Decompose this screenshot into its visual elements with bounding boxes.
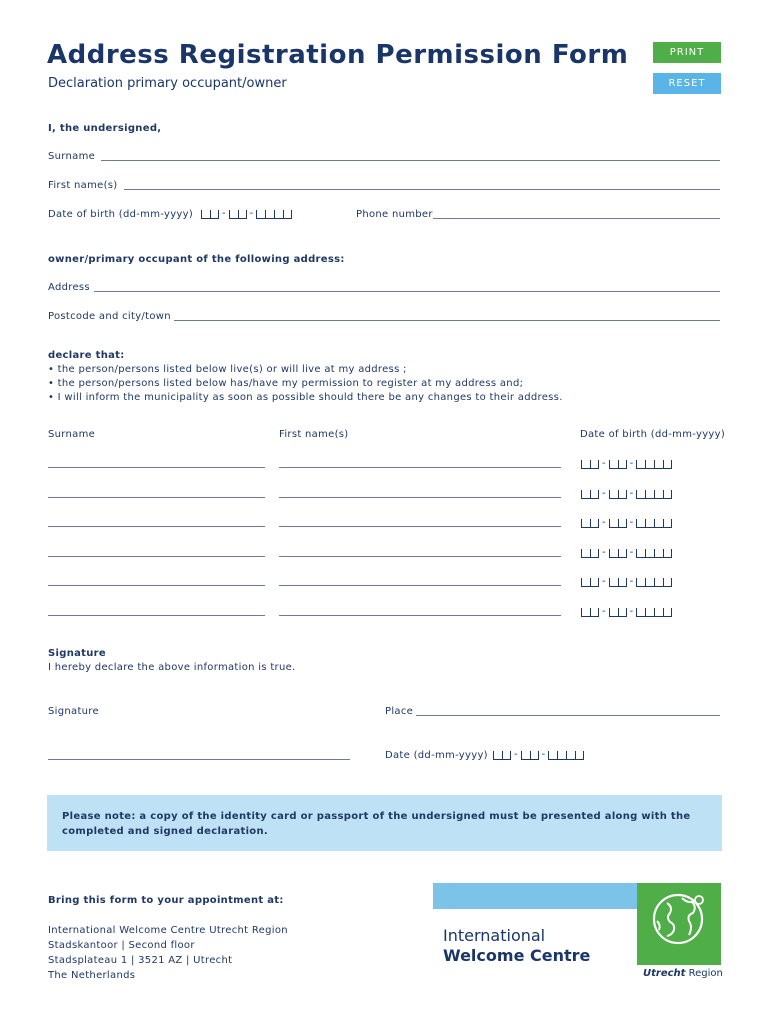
- date-separator: -: [602, 488, 606, 499]
- footer-address-line: The Netherlands: [48, 970, 136, 981]
- row-firstname-field[interactable]: [279, 585, 561, 586]
- row-firstname-field[interactable]: [279, 526, 561, 527]
- row-surname-field[interactable]: [48, 556, 265, 557]
- row-surname-field[interactable]: [48, 615, 265, 616]
- row-surname-field[interactable]: [48, 467, 265, 468]
- signature-heading: Signature: [48, 648, 106, 659]
- dob-day-boxes[interactable]: [201, 210, 219, 219]
- row-surname-field[interactable]: [48, 585, 265, 586]
- date-separator: -: [602, 547, 606, 558]
- row-dob-month-boxes[interactable]: [609, 460, 627, 469]
- row-dob-field[interactable]: [581, 458, 672, 469]
- page-title: Address Registration Permission Form: [47, 40, 629, 70]
- surname-field[interactable]: [101, 160, 720, 161]
- address-label: Address: [48, 282, 90, 293]
- row-dob-year-boxes[interactable]: [636, 460, 672, 469]
- sign-date-year-boxes[interactable]: [548, 751, 584, 760]
- logo-line-international: International: [443, 926, 546, 945]
- place-label: Place: [385, 706, 414, 717]
- date-separator: -: [629, 517, 634, 528]
- phone-field[interactable]: [433, 218, 720, 219]
- date-separator: -: [629, 488, 634, 499]
- row-surname-field[interactable]: [48, 526, 265, 527]
- row-dob-day-boxes[interactable]: [581, 519, 599, 528]
- declare-item: • the person/persons listed below has/have my permission to register at my address and;: [48, 378, 524, 389]
- col-dob-header: Date of birth (dd-mm-yyyy): [580, 429, 726, 440]
- col-surname-header: Surname: [48, 429, 96, 440]
- logo-blue-bar: [433, 883, 637, 909]
- firstname-field[interactable]: [124, 189, 720, 190]
- address-field[interactable]: [94, 291, 720, 292]
- dob-label: Date of birth (dd-mm-yyyy): [48, 209, 194, 220]
- date-separator: -: [222, 208, 226, 219]
- declare-item: • I will inform the municipality as soon as possible should there be any changes to their address.: [48, 392, 563, 403]
- row-surname-field[interactable]: [48, 497, 265, 498]
- dob-year-boxes[interactable]: [256, 210, 292, 219]
- row-dob-year-boxes[interactable]: [636, 608, 672, 617]
- logo-text: [443, 926, 590, 966]
- date-separator: -: [629, 606, 634, 617]
- row-firstname-field[interactable]: [279, 556, 561, 557]
- globe-icon: [637, 883, 721, 965]
- row-dob-day-boxes[interactable]: [581, 490, 599, 499]
- row-dob-month-boxes[interactable]: [609, 490, 627, 499]
- address-heading: owner/primary occupant of the following address:: [48, 254, 345, 265]
- footer-address-line: International Welcome Centre Utrecht Region: [48, 925, 288, 936]
- postcode-label: Postcode and city/town: [48, 311, 171, 322]
- undersigned-heading: I, the undersigned,: [48, 123, 162, 134]
- date-separator: -: [629, 576, 634, 587]
- postcode-field[interactable]: [174, 320, 720, 321]
- reset-button[interactable]: RESET: [653, 73, 721, 94]
- date-separator: -: [602, 576, 606, 587]
- row-firstname-field[interactable]: [279, 467, 561, 468]
- surname-label: Surname: [48, 151, 96, 162]
- row-dob-field[interactable]: [581, 606, 672, 617]
- row-dob-month-boxes[interactable]: [609, 608, 627, 617]
- row-firstname-field[interactable]: [279, 497, 561, 498]
- col-firstname-header: First name(s): [279, 429, 349, 440]
- footer-address-line: Stadsplateau 1 | 3521 AZ | Utrecht: [48, 955, 233, 966]
- row-dob-day-boxes[interactable]: [581, 578, 599, 587]
- row-dob-day-boxes[interactable]: [581, 549, 599, 558]
- date-separator: -: [541, 749, 546, 760]
- row-dob-year-boxes[interactable]: [636, 490, 672, 499]
- footer-address: [48, 923, 288, 983]
- page-subtitle: Declaration primary occupant/owner: [48, 76, 287, 91]
- footer-heading: Bring this form to your appointment at:: [48, 895, 284, 906]
- sign-date-day-boxes[interactable]: [493, 751, 511, 760]
- footer-address-line: Stadskantoor | Second floor: [48, 940, 195, 951]
- row-dob-field[interactable]: [581, 576, 672, 587]
- phone-label: Phone number: [356, 209, 433, 220]
- utrecht-region: Region: [688, 968, 723, 979]
- dob-month-boxes[interactable]: [229, 210, 247, 219]
- date-separator: -: [629, 458, 634, 469]
- declare-item: • the person/persons listed below live(s) or will live at my address ;: [48, 364, 407, 375]
- row-dob-month-boxes[interactable]: [609, 519, 627, 528]
- row-dob-month-boxes[interactable]: [609, 578, 627, 587]
- row-dob-month-boxes[interactable]: [609, 549, 627, 558]
- row-dob-year-boxes[interactable]: [636, 519, 672, 528]
- logo-line-welcome-centre: Welcome Centre: [443, 946, 591, 965]
- identity-note: [47, 795, 722, 851]
- date-separator: -: [602, 517, 606, 528]
- dob-field[interactable]: [201, 208, 292, 219]
- print-button[interactable]: PRINT: [653, 42, 721, 63]
- row-dob-field[interactable]: [581, 488, 672, 499]
- date-separator: -: [249, 208, 254, 219]
- sign-date-label: Date (dd-mm-yyyy): [385, 750, 488, 761]
- row-dob-year-boxes[interactable]: [636, 549, 672, 558]
- date-separator: -: [514, 749, 518, 760]
- firstname-label: First name(s): [48, 180, 118, 191]
- date-separator: -: [602, 606, 606, 617]
- signature-statement: I hereby declare the above information is true.: [48, 662, 296, 673]
- row-dob-day-boxes[interactable]: [581, 608, 599, 617]
- row-dob-day-boxes[interactable]: [581, 460, 599, 469]
- utrecht-region-logo: [643, 968, 723, 979]
- row-firstname-field[interactable]: [279, 615, 561, 616]
- identity-note-text: Please note: a copy of the identity card or passport of the undersigned must be presented along with the completed and signed declaration.: [62, 811, 691, 837]
- sign-date-field[interactable]: [493, 749, 584, 760]
- signature-label: Signature: [48, 706, 99, 717]
- signature-field[interactable]: [48, 759, 350, 760]
- row-dob-field[interactable]: [581, 547, 672, 558]
- date-separator: -: [602, 458, 606, 469]
- declare-heading: declare that:: [48, 350, 125, 361]
- utrecht-brand: Utrecht: [643, 968, 686, 979]
- place-field[interactable]: [416, 715, 720, 716]
- date-separator: -: [629, 547, 634, 558]
- logo-green-block: [637, 883, 721, 965]
- sign-date-month-boxes[interactable]: [521, 751, 539, 760]
- row-dob-year-boxes[interactable]: [636, 578, 672, 587]
- declare-list: [48, 363, 563, 405]
- row-dob-field[interactable]: [581, 517, 672, 528]
